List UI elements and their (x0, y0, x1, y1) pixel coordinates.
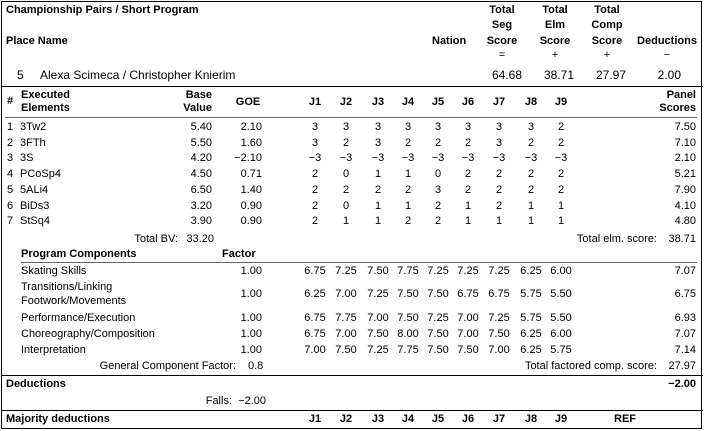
component-judge-score: 7.00 (367, 312, 389, 324)
element-judge-score: 2 (434, 136, 442, 149)
majority-judge-1: J1 (308, 413, 322, 425)
element-name: 3Tw2 (20, 121, 47, 133)
majority-judge-8: J8 (524, 413, 538, 425)
component-name-line2: Footwork/Movements (21, 295, 127, 307)
element-judge-score: 0 (434, 168, 442, 181)
comp-score: 27.97 (595, 68, 626, 82)
element-name: PCoSp4 (20, 168, 61, 181)
element-judge-score: −3 (371, 152, 385, 165)
component-judge-score: 7.50 (427, 344, 449, 356)
element-judge-score: 1 (527, 215, 535, 228)
component-judge-score: 6.25 (520, 344, 542, 356)
element-name: 3S (20, 152, 34, 165)
divider-deductions (1, 375, 703, 376)
component-score: 7.07 (674, 328, 696, 340)
element-judge-score: 2 (311, 168, 319, 181)
component-judge-score: 7.00 (335, 288, 357, 300)
judge-header-8: J8 (524, 96, 538, 108)
total-seg-op: = (498, 49, 506, 61)
total-seg-l2: Seg (491, 19, 513, 31)
total-elm-op: + (551, 49, 559, 61)
element-panel-score: 5.21 (674, 168, 696, 181)
element-judge-score: 1 (557, 199, 565, 212)
component-judge-score: 7.25 (367, 344, 389, 356)
component-judge-score: 6.25 (304, 288, 326, 300)
judge-header-1: J1 (308, 96, 322, 108)
element-judge-score: −3 (308, 152, 322, 165)
component-judge-score: 7.50 (457, 344, 479, 356)
component-judge-score: 7.50 (427, 328, 449, 340)
element-judge-score: 1 (404, 168, 412, 181)
judge-header-3: J3 (371, 96, 385, 108)
majority-judge-6: J6 (461, 413, 475, 425)
total-comp-l3: Score (591, 35, 623, 47)
place-value: 5 (17, 68, 24, 82)
component-name: Skating Skills (21, 265, 87, 277)
panel-l2: Scores (659, 102, 696, 114)
element-judge-score: −3 (431, 152, 445, 165)
component-factor: 1.00 (240, 288, 262, 300)
element-panel-score: 7.10 (674, 136, 696, 149)
element-judge-score: 2 (311, 215, 319, 228)
element-judge-score: 3 (374, 136, 382, 149)
element-judge-score: 0 (342, 199, 350, 212)
element-judge-score: 2 (311, 183, 319, 196)
component-judge-score: 6.25 (520, 328, 542, 340)
total-bv-value: 33.20 (186, 233, 214, 245)
component-judge-score: 7.25 (367, 288, 389, 300)
component-judge-score: 7.00 (488, 344, 510, 356)
element-judge-score: 2 (557, 136, 565, 149)
element-judge-score: 2 (557, 183, 565, 196)
component-factor: 1.00 (240, 344, 262, 356)
component-judge-score: 7.50 (397, 312, 419, 324)
element-judge-score: 2 (527, 136, 535, 149)
element-judge-score: 3 (464, 121, 472, 133)
element-judge-score: 2 (464, 168, 472, 181)
element-base-value: 6.50 (190, 183, 212, 196)
element-judge-score: 2 (557, 168, 565, 181)
element-judge-score: 2 (464, 136, 472, 149)
element-judge-score: 3 (311, 121, 319, 133)
component-judge-score: 7.25 (427, 312, 449, 324)
element-base-value: 3.90 (190, 215, 212, 228)
majority-judge-4: J4 (401, 413, 415, 425)
total-seg-l3: Score (486, 35, 518, 47)
element-judge-score: 2 (342, 183, 350, 196)
element-name: 3FTh (20, 136, 46, 149)
element-panel-score: 2.10 (674, 152, 696, 165)
factor-header: Factor (222, 248, 256, 260)
element-goe: 0.90 (240, 215, 262, 228)
program-components-title: Program Components (21, 248, 137, 260)
element-num: 1 (7, 121, 14, 133)
base-l2: Value (183, 102, 212, 114)
element-judge-score: 2 (557, 121, 565, 133)
element-judge-score: 1 (404, 199, 412, 212)
component-judge-score: 5.75 (550, 344, 572, 356)
total-elm-l1: Total (542, 4, 568, 16)
element-judge-score: −3 (554, 152, 568, 165)
element-name: StSq4 (20, 215, 50, 228)
element-judge-score: 2 (527, 183, 535, 196)
element-panel-score: 4.80 (674, 215, 696, 228)
element-judge-score: 2 (342, 136, 350, 149)
component-judge-score: 6.75 (488, 288, 510, 300)
component-judge-score: 6.25 (520, 265, 542, 277)
majority-judge-9: J9 (554, 413, 568, 425)
element-judge-score: −3 (461, 152, 475, 165)
deductions-header: Deductions (637, 35, 697, 47)
element-judge-score: 1 (527, 199, 535, 212)
element-judge-score: 2 (464, 183, 472, 196)
element-name: BiDs3 (20, 199, 50, 212)
element-judge-score: 1 (342, 215, 350, 228)
element-judge-score: −3 (401, 152, 415, 165)
component-judge-score: 7.75 (397, 265, 419, 277)
total-elm-l3: Score (539, 35, 571, 47)
element-judge-score: 3 (374, 121, 382, 133)
component-name: Performance/Execution (21, 312, 136, 324)
element-judge-score: 2 (495, 168, 503, 181)
total-elm-value: 38.71 (668, 233, 696, 245)
total-bv-label: Total BV: (134, 233, 178, 245)
component-name-line1: Transitions/Linking (21, 281, 113, 293)
element-judge-score: 2 (404, 215, 412, 228)
element-judge-score: −3 (339, 152, 353, 165)
total-seg-l1: Total (489, 4, 515, 16)
total-elm-label: Total elm. score: (576, 233, 657, 245)
component-judge-score: 6.75 (304, 312, 326, 324)
component-judge-score: 7.00 (335, 328, 357, 340)
majority-judge-5: J5 (431, 413, 445, 425)
element-judge-score: 2 (311, 199, 319, 212)
component-judge-score: 7.75 (335, 312, 357, 324)
element-goe: −2.10 (234, 152, 262, 165)
divider-elements-head (5, 117, 697, 118)
element-judge-score: 3 (527, 121, 535, 133)
element-judge-score: 1 (495, 215, 503, 228)
component-judge-score: 7.25 (427, 265, 449, 277)
divider-header (1, 86, 703, 87)
component-judge-score: 5.75 (520, 312, 542, 324)
gcf-label: General Component Factor: (99, 360, 236, 372)
element-judge-score: −3 (492, 152, 506, 165)
element-judge-score: 2 (434, 199, 442, 212)
component-judge-score: 7.25 (488, 265, 510, 277)
divider-majority (1, 410, 703, 411)
component-judge-score: 7.00 (304, 344, 326, 356)
component-name: Choreography/Composition (21, 328, 155, 340)
falls-label: Falls: (205, 395, 232, 407)
component-judge-score: 7.50 (335, 344, 357, 356)
element-judge-score: −3 (524, 152, 538, 165)
element-panel-score: 7.90 (674, 183, 696, 196)
element-base-value: 5.50 (190, 136, 212, 149)
element-judge-score: 3 (495, 121, 503, 133)
component-judge-score: 7.00 (457, 328, 479, 340)
element-judge-score: 1 (557, 215, 565, 228)
goe-header: GOE (235, 96, 261, 108)
total-comp-op: + (603, 49, 611, 61)
element-judge-score: 1 (374, 199, 382, 212)
component-judge-score: 6.00 (550, 328, 572, 340)
element-num: 5 (7, 183, 14, 196)
total-comp-l1: Total (594, 4, 620, 16)
executed-l1: Executed (21, 89, 70, 101)
element-judge-score: 3 (404, 121, 412, 133)
gcf-value: 0.8 (248, 360, 264, 372)
element-goe: 1.60 (240, 136, 262, 149)
element-num: 2 (7, 136, 14, 149)
majority-judge-7: J7 (492, 413, 506, 425)
element-goe: 1.40 (240, 183, 262, 196)
falls-value: −2.00 (238, 395, 266, 407)
component-judge-score: 6.00 (550, 265, 572, 277)
element-base-value: 5.40 (190, 121, 212, 133)
judge-header-6: J6 (461, 96, 475, 108)
num-header: # (7, 95, 14, 107)
element-goe: 2.10 (240, 121, 262, 133)
element-name: 5ALi4 (20, 183, 49, 196)
element-goe: 0.71 (240, 168, 262, 181)
element-judge-score: 2 (374, 183, 382, 196)
majority-judge-3: J3 (371, 413, 385, 425)
element-judge-score: 2 (404, 183, 412, 196)
component-judge-score: 7.50 (488, 328, 510, 340)
component-name: Interpretation (21, 344, 86, 356)
component-judge-score: 7.25 (457, 265, 479, 277)
component-judge-score: 6.75 (457, 288, 479, 300)
element-base-value: 4.50 (190, 168, 212, 181)
deductions-title: Deductions (6, 378, 66, 390)
element-base-value: 3.20 (190, 199, 212, 212)
element-panel-score: 7.50 (674, 121, 696, 133)
element-goe: 0.90 (240, 199, 262, 212)
component-judge-score: 7.25 (335, 265, 357, 277)
element-base-value: 4.20 (190, 152, 212, 165)
majority-judge-2: J2 (339, 413, 353, 425)
judge-header-9: J9 (554, 96, 568, 108)
element-judge-score: 3 (434, 183, 442, 196)
component-score: 6.93 (674, 312, 696, 324)
component-score: 7.14 (674, 344, 696, 356)
component-factor: 1.00 (240, 328, 262, 340)
deductions-score: 2.00 (657, 68, 681, 82)
component-score: 6.75 (674, 288, 696, 300)
judge-header-7: J7 (492, 96, 506, 108)
total-comp-value: 27.97 (668, 360, 696, 372)
element-judge-score: 2 (495, 199, 503, 212)
seg-score: 64.68 (491, 68, 522, 82)
element-judge-score: 2 (404, 136, 412, 149)
component-factor: 1.00 (240, 265, 262, 277)
component-score: 7.07 (674, 265, 696, 277)
base-l1: Base (185, 89, 212, 101)
total-comp-l2: Comp (591, 19, 623, 31)
element-judge-score: 3 (342, 121, 350, 133)
judge-header-2: J2 (339, 96, 353, 108)
component-judge-score: 7.50 (427, 288, 449, 300)
element-judge-score: 1 (374, 215, 382, 228)
element-judge-score: 1 (374, 168, 382, 181)
nation-header: Nation (432, 35, 467, 47)
component-judge-score: 6.75 (304, 328, 326, 340)
judge-header-4: J4 (401, 96, 415, 108)
component-judge-score: 8.00 (397, 328, 419, 340)
element-judge-score: 2 (495, 183, 503, 196)
component-judge-score: 7.75 (397, 344, 419, 356)
element-num: 4 (7, 168, 14, 181)
element-panel-score: 4.10 (674, 199, 696, 212)
event-title: Championship Pairs / Short Program (6, 4, 199, 16)
element-num: 6 (7, 199, 14, 212)
component-factor: 1.00 (240, 312, 262, 324)
element-judge-score: 3 (434, 121, 442, 133)
element-judge-score: 1 (464, 215, 472, 228)
divider-components-head (21, 262, 697, 263)
element-judge-score: 0 (342, 168, 350, 181)
component-judge-score: 5.50 (550, 288, 572, 300)
total-comp-label: Total factored comp. score: (524, 360, 657, 372)
component-judge-score: 7.50 (367, 265, 389, 277)
element-num: 7 (7, 215, 14, 228)
place-name-header: Place Name (6, 35, 68, 47)
element-judge-score: 2 (434, 215, 442, 228)
element-judge-score: 2 (527, 168, 535, 181)
component-judge-score: 5.50 (550, 312, 572, 324)
component-judge-score: 5.75 (520, 288, 542, 300)
element-judge-score: 1 (464, 199, 472, 212)
majority-deductions-title: Majority deductions (6, 413, 110, 425)
element-num: 3 (7, 152, 14, 165)
component-judge-score: 7.50 (397, 288, 419, 300)
elm-score: 38.71 (543, 68, 574, 82)
executed-l2: Elements (21, 102, 70, 114)
total-elm-l2: Elm (544, 19, 566, 31)
component-judge-score: 7.00 (457, 312, 479, 324)
element-judge-score: 3 (311, 136, 319, 149)
component-judge-score: 7.25 (488, 312, 510, 324)
component-judge-score: 7.50 (367, 328, 389, 340)
majority-ref: REF (614, 413, 636, 425)
deductions-op: − (663, 49, 671, 61)
skater-name: Alexa Scimeca / Christopher Knierim (40, 68, 236, 82)
judge-header-5: J5 (431, 96, 445, 108)
component-judge-score: 6.75 (304, 265, 326, 277)
panel-l1: Panel (666, 89, 696, 101)
deductions-total: −2.00 (668, 378, 696, 390)
element-judge-score: 3 (495, 136, 503, 149)
